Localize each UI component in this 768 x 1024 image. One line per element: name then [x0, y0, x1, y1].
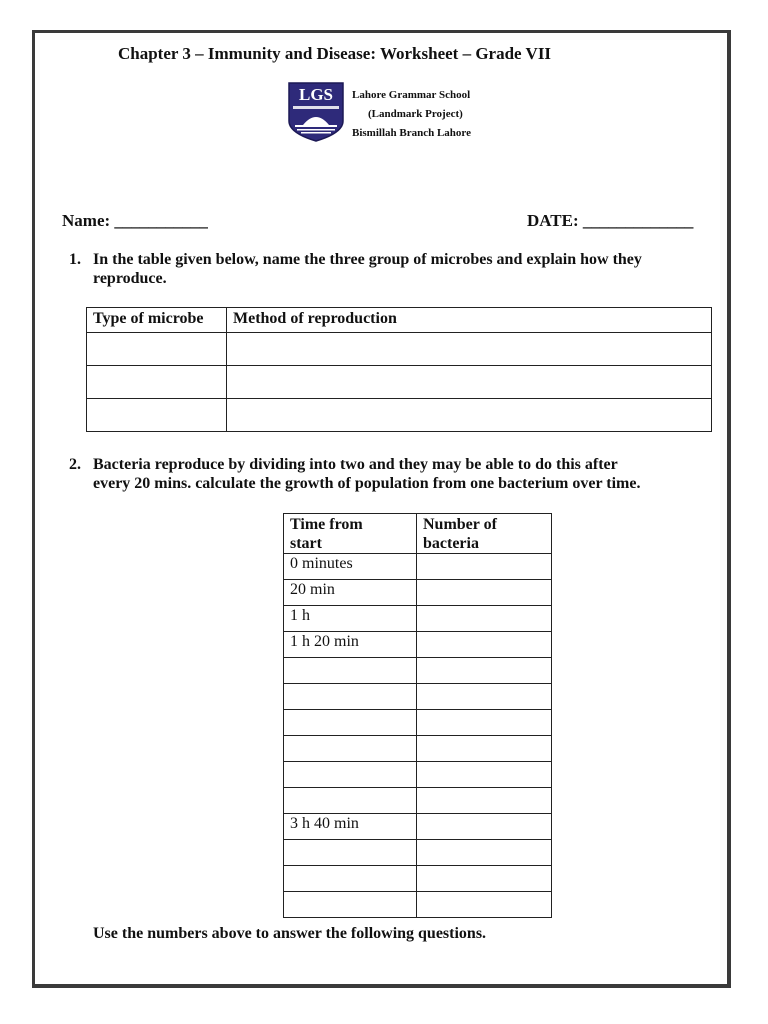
- time-cell[interactable]: [284, 788, 417, 814]
- time-cell[interactable]: [284, 658, 417, 684]
- question-2-number: 2.: [69, 456, 81, 473]
- bacteria-count-cell[interactable]: [417, 866, 552, 892]
- question-2-line-1: Bacteria reproduce by dividing into two and they may be able to do this after: [93, 456, 618, 473]
- bacteria-count-cell[interactable]: [417, 762, 552, 788]
- bacteria-count-cell[interactable]: [417, 840, 552, 866]
- header-time-line-2: start: [290, 535, 322, 552]
- header-type-of-microbe: Type of microbe: [87, 308, 227, 333]
- school-project: (Landmark Project): [368, 108, 463, 120]
- header-count-line-2: bacteria: [423, 535, 479, 552]
- bacteria-count-cell[interactable]: [417, 658, 552, 684]
- bacteria-count-cell[interactable]: [417, 632, 552, 658]
- header-time-line-1: Time from: [290, 516, 363, 533]
- school-name: Lahore Grammar School: [352, 89, 471, 101]
- time-cell: 3 h 40 min: [284, 814, 417, 840]
- table-row: [87, 399, 712, 432]
- school-crest-icon: [287, 81, 345, 143]
- bacteria-count-cell[interactable]: [417, 580, 552, 606]
- bacteria-count-cell[interactable]: [417, 684, 552, 710]
- time-cell[interactable]: [284, 762, 417, 788]
- time-cell[interactable]: [284, 710, 417, 736]
- table-row: [284, 710, 552, 736]
- time-cell[interactable]: [284, 840, 417, 866]
- header-time-from-start: [284, 514, 417, 554]
- time-cell[interactable]: [284, 892, 417, 918]
- table-row: [284, 840, 552, 866]
- time-cell: 0 minutes: [284, 554, 417, 580]
- reproduction-method-cell[interactable]: [227, 399, 712, 432]
- question-2: [69, 455, 729, 495]
- follow-up-instruction: Use the numbers above to answer the following questions.: [93, 925, 487, 942]
- school-branch: Bismillah Branch Lahore: [352, 127, 471, 139]
- table-row: [284, 814, 552, 840]
- question-1-line-1: In the table given below, name the three group of microbes and explain how they: [93, 251, 642, 268]
- table-row: [284, 658, 552, 684]
- microbe-table: [86, 307, 712, 432]
- microbe-type-cell[interactable]: [87, 333, 227, 366]
- header-method-of-reproduction: Method of reproduction: [227, 308, 712, 333]
- bacteria-count-cell[interactable]: [417, 710, 552, 736]
- school-logo: [287, 81, 345, 143]
- date-field[interactable]: DATE: _____________: [527, 211, 694, 230]
- bacteria-table-header: [284, 514, 552, 554]
- time-cell: 1 h 20 min: [284, 632, 417, 658]
- table-row: [284, 762, 552, 788]
- table-row: [284, 632, 552, 658]
- table-row: [87, 366, 712, 399]
- time-cell[interactable]: [284, 684, 417, 710]
- bacteria-count-cell[interactable]: [417, 606, 552, 632]
- reproduction-method-cell[interactable]: [227, 366, 712, 399]
- reproduction-method-cell[interactable]: [227, 333, 712, 366]
- table-row: [87, 333, 712, 366]
- question-1-line-2: reproduce.: [93, 270, 167, 287]
- question-2-line-2: every 20 mins. calculate the growth of population from one bacterium over time.: [93, 475, 641, 492]
- bacteria-count-cell[interactable]: [417, 736, 552, 762]
- header-count-line-1: Number of: [423, 516, 497, 533]
- question-1-number: 1.: [69, 251, 81, 268]
- time-cell[interactable]: [284, 736, 417, 762]
- header-number-of-bacteria: [417, 514, 552, 554]
- bacteria-count-cell[interactable]: [417, 814, 552, 840]
- table-row: [284, 866, 552, 892]
- question-1-text: [93, 250, 642, 288]
- bacteria-count-cell[interactable]: [417, 554, 552, 580]
- microbe-table-header: [87, 308, 712, 333]
- logo-text: LGS: [298, 85, 334, 104]
- bacteria-growth-table: [283, 513, 552, 918]
- time-cell[interactable]: [284, 866, 417, 892]
- time-cell: 1 h: [284, 606, 417, 632]
- bacteria-count-cell[interactable]: [417, 788, 552, 814]
- table-row: [284, 736, 552, 762]
- question-2-text: [93, 455, 640, 493]
- table-row: [284, 684, 552, 710]
- name-field[interactable]: Name: ___________: [62, 211, 208, 230]
- microbe-type-cell[interactable]: [87, 399, 227, 432]
- table-row: [284, 606, 552, 632]
- table-row: [284, 554, 552, 580]
- table-row: [284, 788, 552, 814]
- table-row: [284, 892, 552, 918]
- time-cell: 20 min: [284, 580, 417, 606]
- table-row: [284, 580, 552, 606]
- bacteria-count-cell[interactable]: [417, 892, 552, 918]
- school-info: [352, 86, 471, 143]
- question-1: [69, 250, 729, 290]
- microbe-type-cell[interactable]: [87, 366, 227, 399]
- worksheet-title: Chapter 3 – Immunity and Disease: Worksheet – Grade VII: [118, 44, 552, 63]
